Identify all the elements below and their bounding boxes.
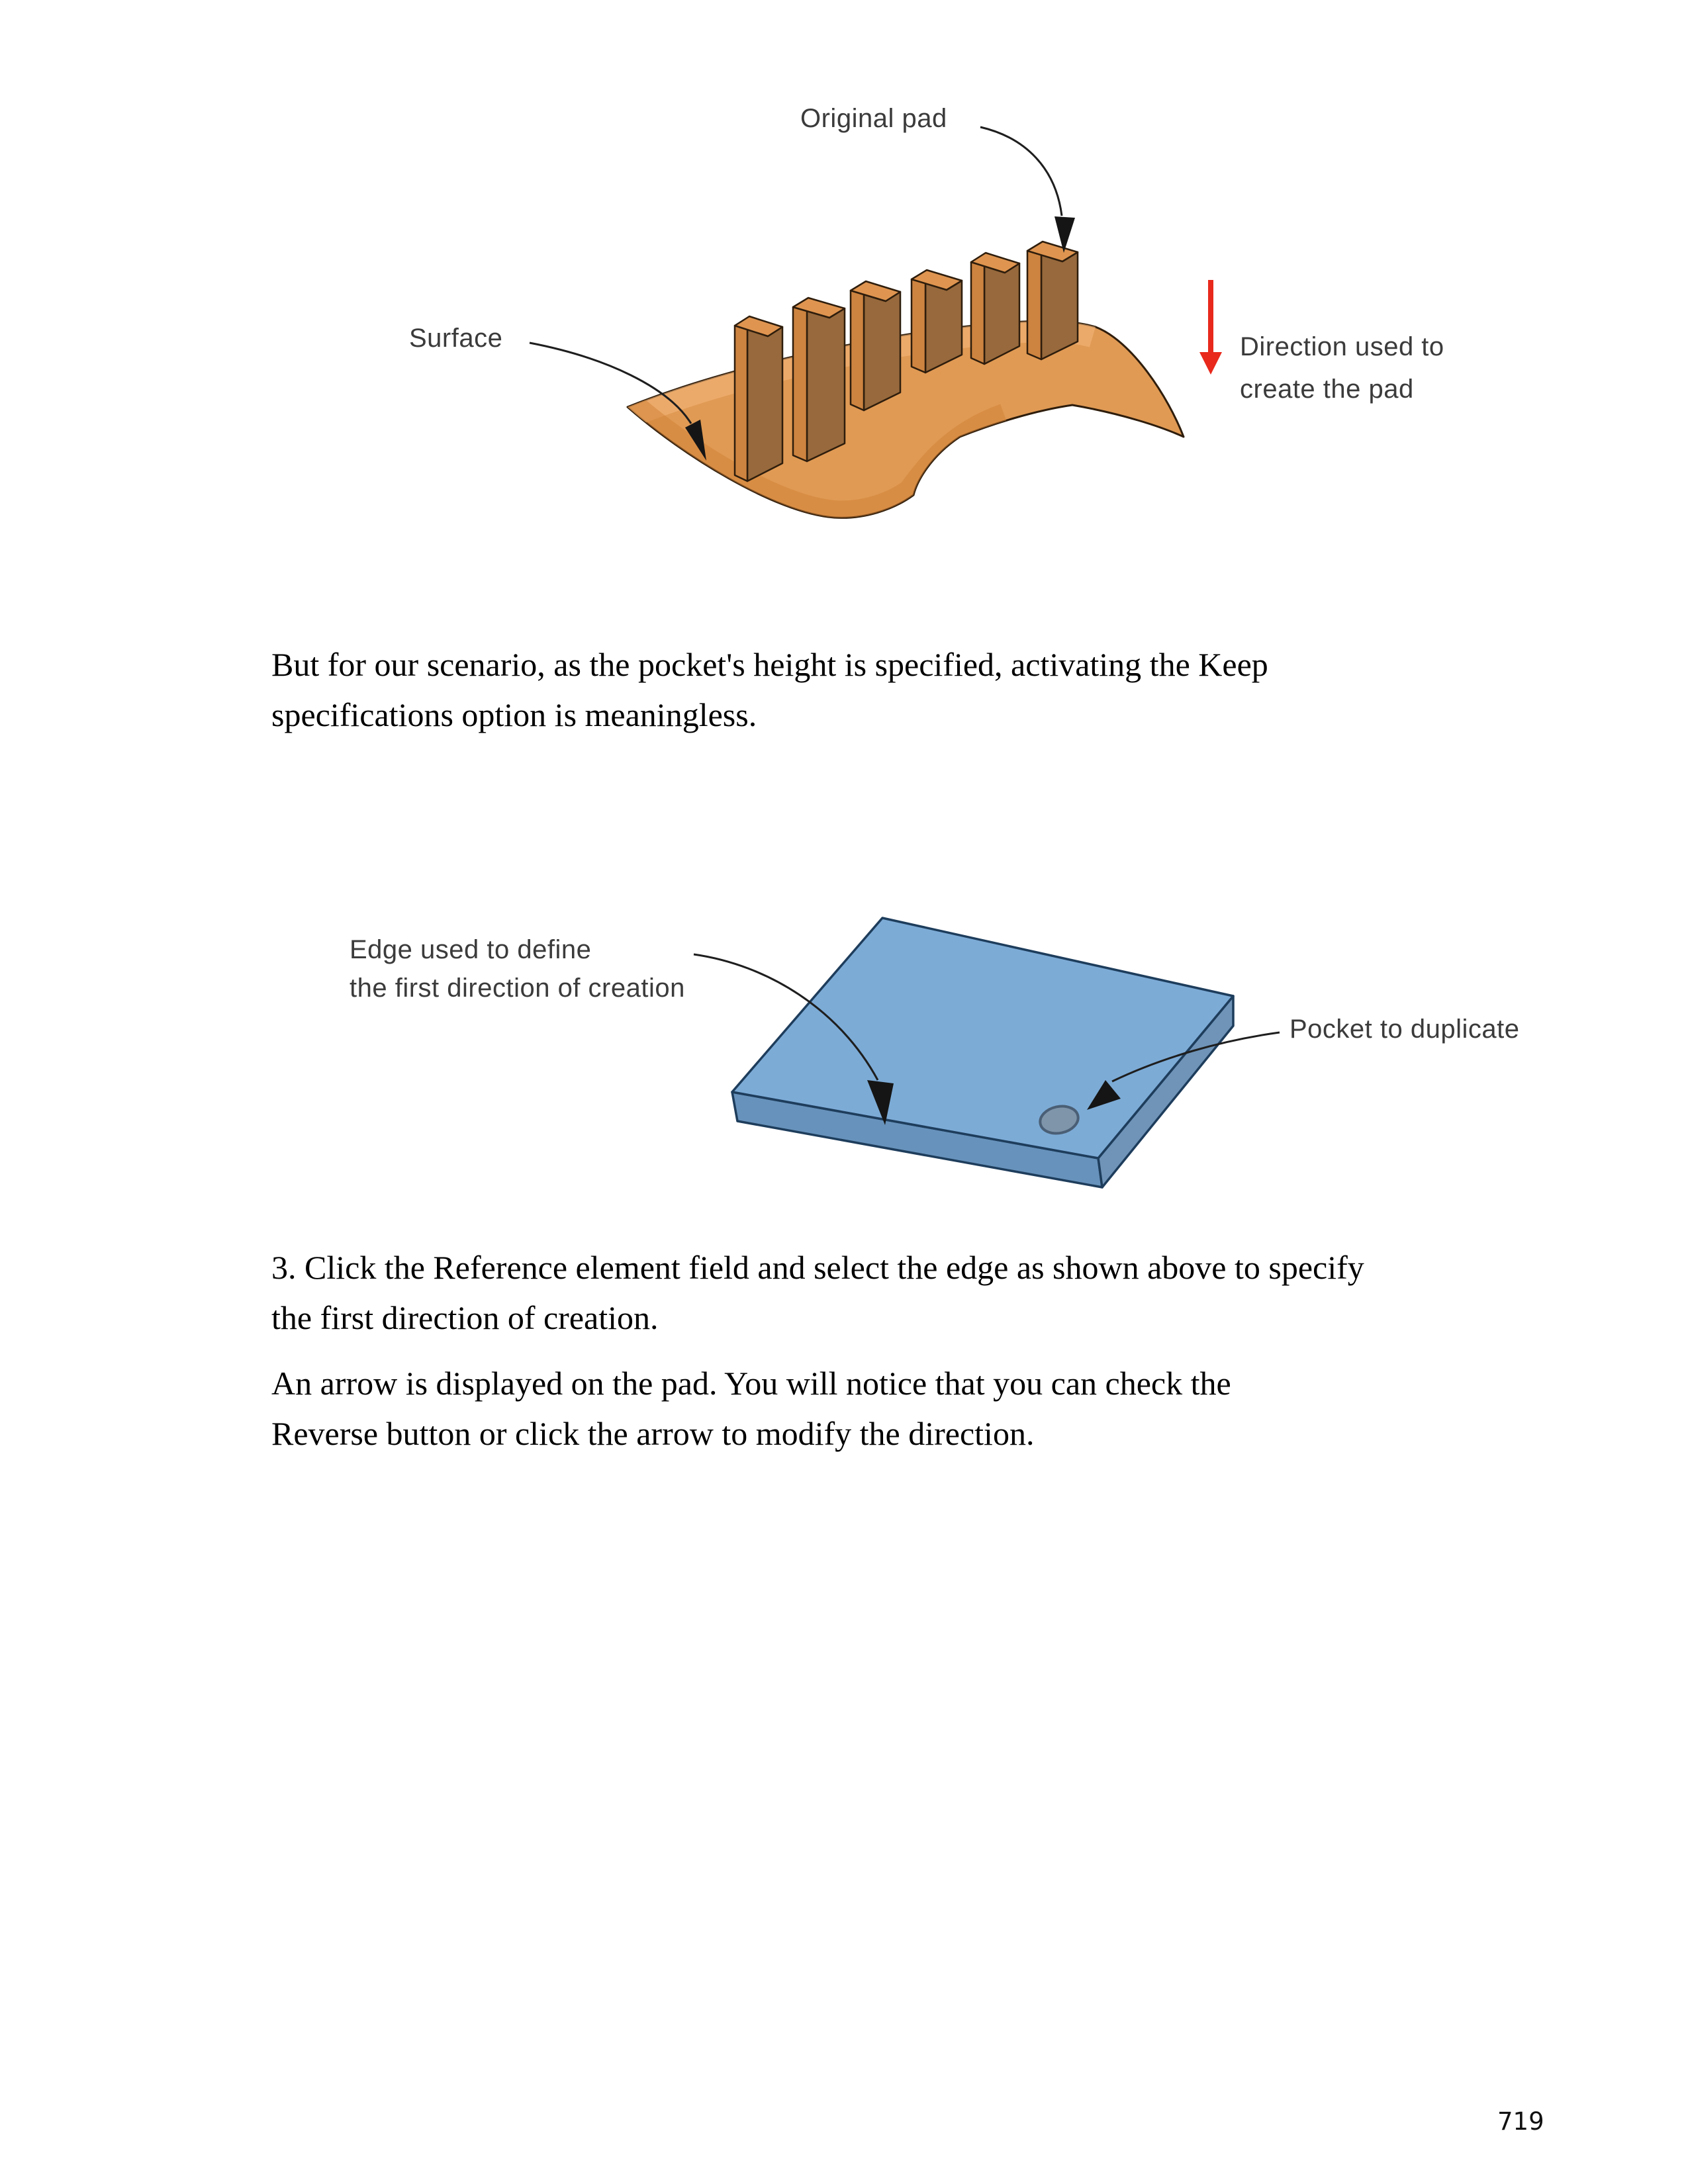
- pad-left-face: [735, 326, 747, 481]
- pad-left-face: [851, 291, 864, 410]
- pad-6-original-pad: [1027, 242, 1078, 359]
- pad-front-face: [984, 263, 1019, 364]
- pad-front-face: [864, 292, 900, 410]
- paragraph-line: 3. Click the Reference element field and select the edge as shown above to specify: [271, 1249, 1364, 1286]
- original-pad-label: [800, 99, 947, 138]
- paragraph-line: specifications option is meaningless.: [271, 696, 757, 733]
- pad-left-face: [1027, 251, 1041, 359]
- original-pad-leader-line: [980, 127, 1062, 216]
- paragraph-line: But for our scenario, as the pocket's height is specified, activating the Keep: [271, 646, 1268, 683]
- direction-label-line1: Direction used to: [1240, 332, 1444, 361]
- pads-on-surface-drawing: [371, 86, 1470, 549]
- pad-front-face: [1041, 252, 1078, 359]
- pad-left-face: [971, 262, 984, 364]
- pad-left-face: [793, 307, 807, 461]
- edge-label-line2: the first direction of creation: [350, 974, 685, 1003]
- pad-3: [851, 281, 900, 410]
- pad-2: [793, 298, 845, 461]
- pad-front-face: [807, 308, 845, 461]
- pad-4: [912, 270, 962, 373]
- surface-label: [409, 319, 502, 357]
- paragraph-line: Reverse button or click the arrow to modify the direction.: [271, 1415, 1035, 1452]
- edge-label: [350, 931, 685, 1007]
- original-pad-label-text: Original pad: [800, 104, 947, 133]
- pad-left-face: [912, 279, 925, 373]
- edge-label-line1: Edge used to define: [350, 935, 592, 964]
- page-number: 719: [1497, 2107, 1544, 2136]
- paragraph-reverse-note: [271, 1358, 1569, 1459]
- red-arrow-head: [1199, 352, 1222, 375]
- paragraph-line: the first direction of creation.: [271, 1299, 659, 1336]
- paragraph-keep-specifications: [271, 639, 1569, 740]
- pads-on-surface-figure: [371, 86, 1470, 549]
- pocket-plate-figure: [331, 874, 1523, 1205]
- paragraph-line: An arrow is displayed on the pad. You will notice that you can check the: [271, 1365, 1231, 1402]
- pad-front-face: [747, 327, 782, 481]
- surface-label-text: Surface: [409, 324, 503, 353]
- direction-label-line2: create the pad: [1240, 375, 1414, 404]
- pad-1: [735, 316, 782, 481]
- pocket-label-text: Pocket to duplicate: [1289, 1015, 1520, 1044]
- paragraph-step-3: [271, 1242, 1569, 1343]
- direction-label: [1240, 326, 1444, 410]
- red-direction-arrow-icon: [1199, 280, 1222, 375]
- pad-5: [971, 253, 1019, 364]
- pocket-label: [1289, 1010, 1520, 1048]
